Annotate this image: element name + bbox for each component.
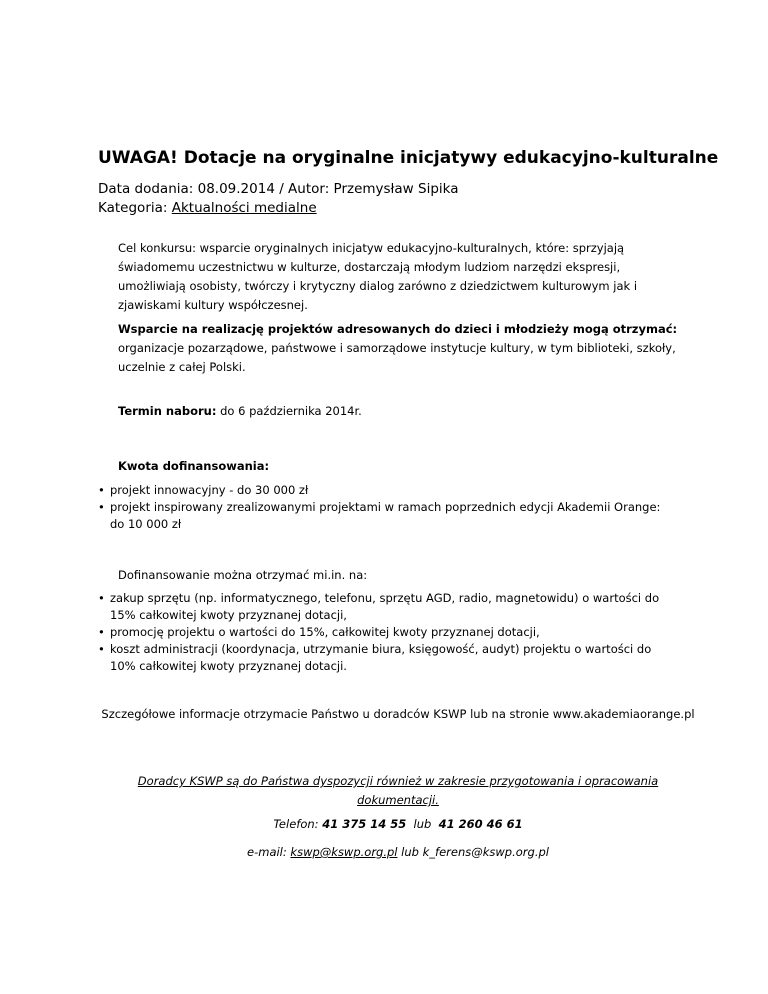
phone-number-2: 41 260 46 61	[438, 817, 523, 831]
email-link-1[interactable]: kswp@kswp.org.pl	[290, 845, 398, 859]
eligibility-paragraph	[118, 320, 678, 377]
email-label: e-mail:	[247, 845, 291, 859]
category-line	[98, 199, 317, 217]
email-2: k_ferens@kswp.org.pl	[422, 845, 549, 859]
funding-amount-heading: Kwota dofinansowania:	[118, 459, 270, 473]
list-item: • projekt innowacyjny - do 30 000 zł	[98, 483, 309, 497]
category-label: Kategoria:	[98, 200, 172, 216]
list-item: • zakup sprzętu (np. informatycznego, telefonu, sprzętu AGD, radio, magnetowidu) o wartości do 15% całkowitej kwoty przyznanej dotacji,	[98, 591, 660, 622]
list-item: • promocję projektu o wartości do 15%, całkowitej kwoty przyznanej dotacji,	[98, 625, 540, 639]
funding-use-list	[96, 590, 676, 675]
bullet-icon: •	[98, 500, 105, 514]
deadline-label: Termin naboru:	[118, 404, 217, 418]
page-title: UWAGA! Dotacje na oryginalne inicjatywy edukacyjno-kulturalne	[98, 148, 719, 168]
email-separator: lub	[397, 845, 423, 859]
advisors-paragraph: Doradcy KSWP są do Państwa dyspozycji również w zakresie przygotowania i opracowania dokumentacji.	[137, 774, 659, 807]
eligibility-text: organizacje pozarządowe, państwowe i samorządowe instytucje kultury, w tym biblioteki, szkoły, uczelnie z całej Polski.	[118, 341, 676, 374]
eligibility-heading: Wsparcie na realizację projektów adresowanych do dzieci i młodzieży mogą otrzymać:	[118, 322, 678, 336]
funding-amount-list	[96, 482, 676, 533]
category-link[interactable]: Aktualności medialne	[171, 200, 317, 216]
phone-line	[98, 815, 698, 834]
deadline-paragraph	[118, 402, 678, 421]
bullet-icon: •	[98, 591, 105, 605]
bullet-icon: •	[98, 483, 105, 497]
date-author-line: Data dodania: 08.09.2014 / Autor: Przemysław Sipika	[98, 181, 459, 197]
deadline-text: do 6 października 2014r.	[216, 404, 362, 418]
phone-label: Telefon:	[273, 817, 323, 831]
bullet-icon: •	[98, 625, 105, 639]
email-line	[98, 843, 698, 862]
list-item: • koszt administracji (koordynacja, utrzymanie biura, księgowość, audyt) projektu o wartości do 10% całkowitej kwoty przyznanej dotacji.	[98, 642, 652, 673]
phone-separator: lub	[406, 817, 439, 831]
list-item: • projekt inspirowany zrealizowanymi projektami w ramach poprzednich edycji Akademii Orange: do 10 000 zł	[98, 500, 661, 531]
phone-number-1: 41 375 14 55	[322, 817, 407, 831]
intro-paragraph: Cel konkursu: wsparcie oryginalnych inicjatyw edukacyjno-kulturalnych, które: sprzyjają świadomemu uczestnictwu w kulturze, dostarczają młodym ludziom narzędzi ekspresji, umożliwiają osobisty, twórczy i krytyczny dialog zarówno z dziedzictwem kulturowym jak i zjawiskami kultury współczesnej.	[118, 241, 638, 312]
more-info-paragraph: Szczegółowe informacje otrzymacie Państwo u doradców KSWP lub na stronie www.akademiaorange.pl	[101, 707, 695, 721]
funding-use-heading: Dofinansowanie można otrzymać mi.in. na:	[118, 568, 368, 582]
bullet-icon: •	[98, 642, 105, 656]
